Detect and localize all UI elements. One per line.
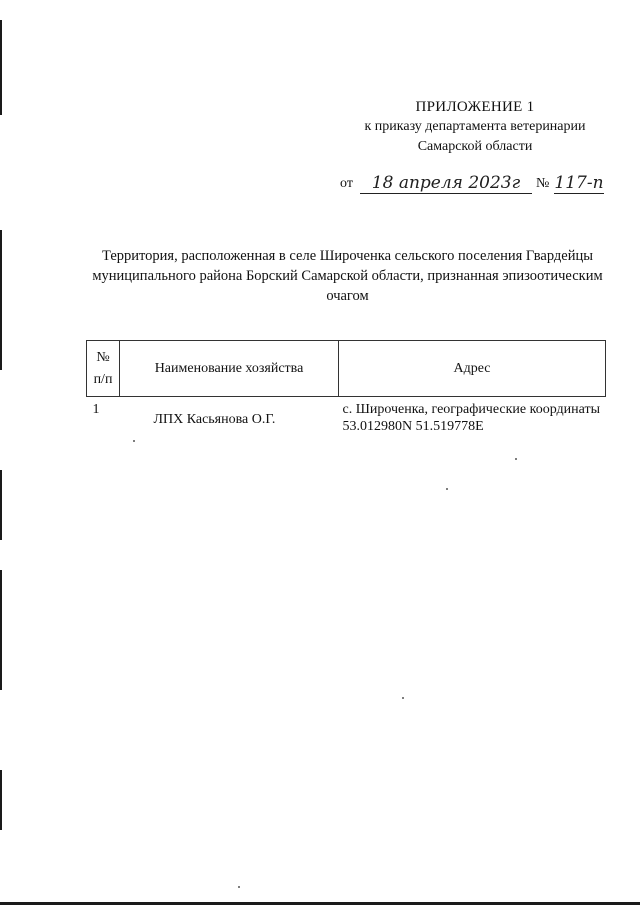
scan-speck <box>446 488 448 490</box>
order-from-label: от <box>340 176 353 191</box>
farm-register-table <box>86 340 606 447</box>
header-farm-name: Наименование хозяйства <box>120 341 339 397</box>
row-number: 1 <box>92 402 100 417</box>
appendix-subtitle-line2: Самарской области <box>417 139 533 154</box>
table-row <box>87 397 606 447</box>
header-address: Адрес <box>339 341 606 397</box>
appendix-title: ПРИЛОЖЕНИЕ 1 <box>415 99 535 115</box>
scan-speck <box>402 697 404 699</box>
scan-edge-mark <box>0 20 2 115</box>
header-number-line1: № <box>96 349 110 365</box>
scan-edge-mark <box>0 570 2 690</box>
document-title: Территория, расположенная в селе Широченка сельского поселения Гвардейцы муниципального района Борский Самарской области, признанная эпизоотическим очагом <box>92 248 603 304</box>
row-address: с. Широченка, географические координаты 53.012980N 51.519778E <box>342 402 601 434</box>
scan-edge-mark <box>0 770 2 830</box>
appendix-header <box>340 97 610 157</box>
appendix-subtitle-line1: к приказу департамента ветеринарии <box>364 119 586 134</box>
order-number-handwritten: 117-п <box>554 173 604 193</box>
header-number-line2: п/п <box>93 371 113 387</box>
table-header-row <box>87 341 606 397</box>
order-reference <box>340 172 620 194</box>
scan-speck <box>515 458 517 460</box>
row-farm-name: ЛПХ Касьянова О.Г. <box>153 412 276 427</box>
order-date-handwritten: 18 апреля 2023г <box>360 173 532 194</box>
scan-speck <box>238 886 240 888</box>
scan-edge-mark <box>0 470 2 540</box>
order-number-label: № <box>536 176 550 191</box>
header-number <box>87 341 120 397</box>
scan-edge-mark <box>0 230 2 370</box>
